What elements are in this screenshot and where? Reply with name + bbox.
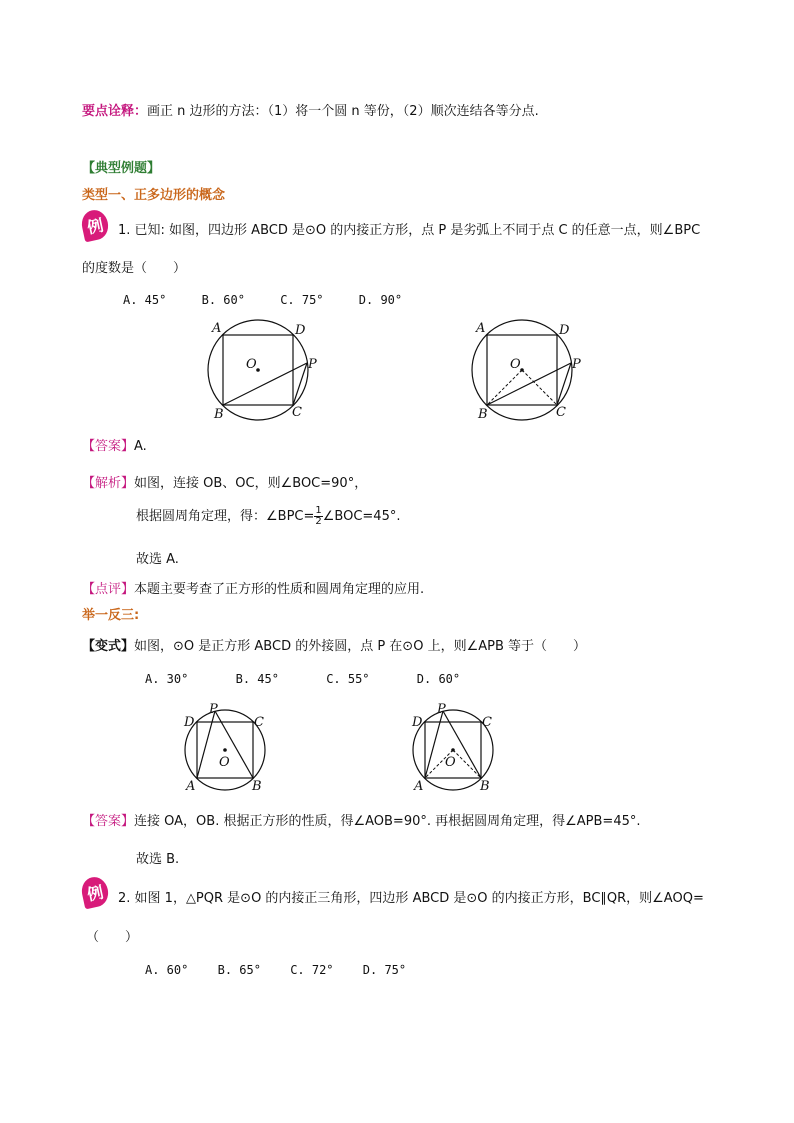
ex1-analysis xyxy=(82,472,367,491)
label-b: B xyxy=(252,779,262,794)
variant-option-d: D. 60° xyxy=(416,672,461,686)
variant-option-b: B. 45° xyxy=(235,672,279,686)
label-o: O xyxy=(445,755,456,770)
label-o: O xyxy=(219,755,230,770)
label-c: C xyxy=(482,715,492,730)
ex2-option-c: C. 72° xyxy=(290,963,334,977)
variant-text: 如图，⊙O 是正方形 ABCD 的外接圆，点 P 在⊙O 上，则∠APB 等于（ ） xyxy=(134,639,587,654)
section-title: 【典型例题】 xyxy=(82,161,161,176)
variant-option-a: A. 30° xyxy=(145,672,189,686)
label-p: P xyxy=(572,357,581,372)
ex1-figure-right xyxy=(468,318,598,423)
analysis-line2-pre: 根据圆周角定理，得：∠BPC= xyxy=(136,509,315,524)
comment-label: 【点评】 xyxy=(82,582,135,597)
ex2-question-line1: 2. 如图 1，△PQR 是⊙O 的内接正三角形，四边形 ABCD 是⊙O 的内接正方形，BC∥QR，则∠AOQ= xyxy=(118,891,704,906)
variant-figure-right xyxy=(408,700,498,795)
ex2-option-d: D. 75° xyxy=(362,963,407,977)
analysis-line2 xyxy=(136,505,401,527)
variant-answer-label: 【答案】 xyxy=(82,814,135,829)
label-p: P xyxy=(308,357,317,372)
label-b: B xyxy=(480,779,490,794)
key-point-label: 要点诠释： xyxy=(82,104,148,119)
fraction-numerator: 1 xyxy=(315,505,322,516)
label-c: C xyxy=(292,405,302,420)
variant-answer xyxy=(82,810,641,829)
ex2-question-line2: （ ） xyxy=(86,930,139,945)
label-d: D xyxy=(412,715,423,730)
type1-heading: 类型一、正多边形的概念 xyxy=(82,188,226,203)
variant-conclusion: 故选 B. xyxy=(136,852,180,867)
ex1-comment xyxy=(82,578,424,597)
analysis-line2-post: ∠BOC=45°. xyxy=(322,509,401,524)
ex1-question-line2: 的度数是（ ） xyxy=(82,261,187,276)
label-a: A xyxy=(186,779,196,794)
example-badge-1: 例 xyxy=(79,208,111,243)
variant-label: 【变式】 xyxy=(82,639,135,654)
fraction-half xyxy=(314,506,322,527)
variant-question xyxy=(82,635,586,654)
ex1-options xyxy=(123,293,430,307)
ex2-options xyxy=(145,963,434,977)
key-point-text: 画正 n 边形的方法：（1）将一个圆 n 等份，（2）顺次连结各等分点. xyxy=(147,104,539,119)
key-point xyxy=(82,100,539,119)
label-a: A xyxy=(414,779,424,794)
label-b: B xyxy=(214,407,224,422)
ex1-option-c: C. 75° xyxy=(280,293,324,307)
answer-text: A. xyxy=(134,439,147,454)
ex2-option-a: A. 60° xyxy=(145,963,189,977)
label-a: A xyxy=(476,321,486,336)
variant-answer-text: 连接 OA，OB. 根据正方形的性质，得∠AOB=90°. 再根据圆周角定理，得∠APB=45°. xyxy=(134,814,641,829)
ex1-option-d: D. 90° xyxy=(358,293,403,307)
ex1-option-b: B. 60° xyxy=(201,293,245,307)
variant-option-c: C. 55° xyxy=(326,672,370,686)
analysis-label: 【解析】 xyxy=(82,476,135,491)
variant-options xyxy=(145,672,488,686)
example-badge-2: 例 xyxy=(79,875,111,910)
practice-title: 举一反三: xyxy=(82,608,140,623)
analysis-line1: 如图，连接 OB、OC，则∠BOC=90°， xyxy=(134,476,368,491)
label-p: P xyxy=(209,702,218,717)
label-b: B xyxy=(478,407,488,422)
label-p: P xyxy=(437,702,446,717)
variant-figure-left xyxy=(180,700,270,795)
label-c: C xyxy=(254,715,264,730)
ex2-option-b: B. 65° xyxy=(217,963,261,977)
ex1-option-a: A. 45° xyxy=(123,293,167,307)
comment-text: 本题主要考查了正方形的性质和圆周角定理的应用. xyxy=(134,582,425,597)
label-o: O xyxy=(246,357,257,372)
label-d: D xyxy=(184,715,195,730)
label-a: A xyxy=(212,321,222,336)
answer-label: 【答案】 xyxy=(82,439,135,454)
fraction-denominator: 2 xyxy=(315,516,322,527)
label-d: D xyxy=(559,323,570,338)
label-c: C xyxy=(556,405,566,420)
ex1-question-line1: 1. 已知: 如图，四边形 ABCD 是⊙O 的内接正方形，点 P 是劣弧上不同于点 C 的任意一点，则∠BPC xyxy=(118,223,701,238)
label-o: O xyxy=(510,357,521,372)
ex1-answer xyxy=(82,435,147,454)
label-d: D xyxy=(295,323,306,338)
ex1-figure-left xyxy=(200,318,330,423)
ex1-conclusion: 故选 A. xyxy=(136,552,179,567)
